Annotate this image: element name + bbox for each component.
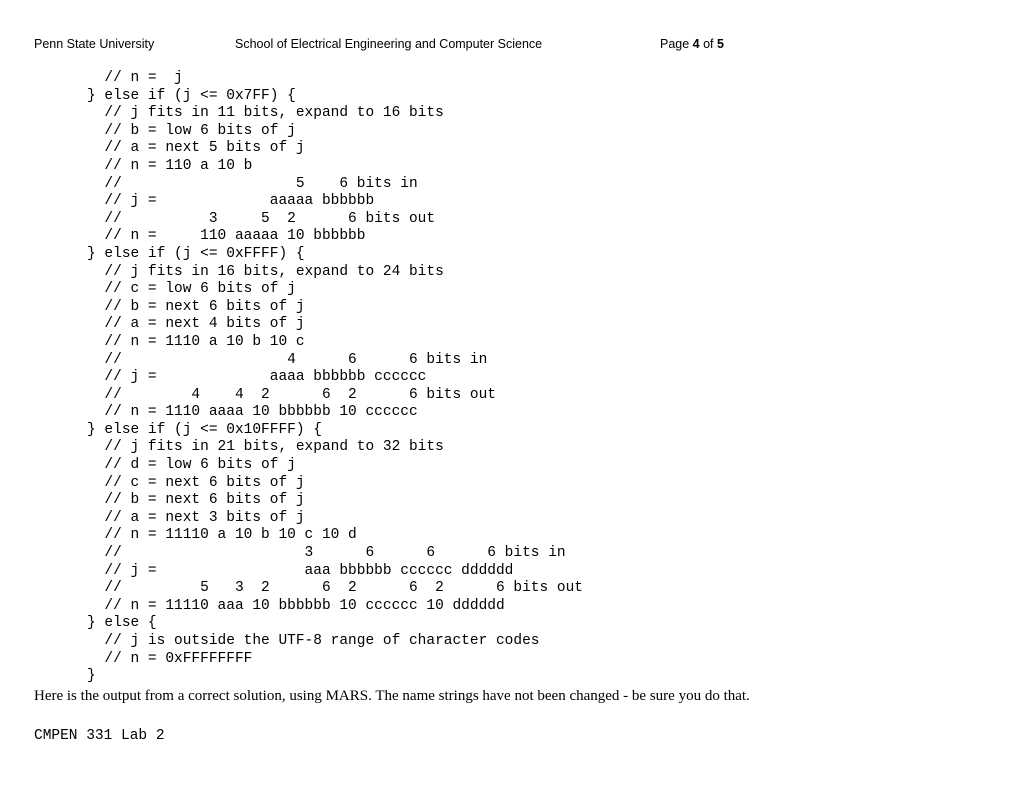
page-prefix: Page <box>660 37 693 51</box>
code-line: // b = next 6 bits of j <box>0 298 305 315</box>
code-line: // 3 5 2 6 bits out <box>0 210 436 227</box>
code-line: // j = aaaa bbbbbb cccccc <box>0 369 427 386</box>
code-line: // 4 4 2 6 2 6 bits out <box>0 386 496 403</box>
code-line: // b = next 6 bits of j <box>0 492 305 509</box>
code-line: // a = next 4 bits of j <box>0 316 305 333</box>
code-line: // n = j <box>0 70 183 86</box>
code-line: // n = 11110 a 10 b 10 c 10 d <box>0 527 357 544</box>
code-line: // j fits in 11 bits, expand to 16 bits <box>0 105 444 122</box>
page-current: 4 <box>692 37 700 51</box>
code-line: // 5 6 bits in <box>0 175 418 192</box>
code-line: // 5 3 2 6 2 6 2 6 bits out <box>0 580 583 597</box>
code-listing <box>0 70 583 686</box>
code-line: // d = low 6 bits of j <box>0 457 296 474</box>
code-line: // a = next 3 bits of j <box>0 509 305 526</box>
code-line: } else if (j <= 0xFFFF) { <box>0 245 305 262</box>
code-line: // a = next 5 bits of j <box>0 140 305 157</box>
school-name: School of Electrical Engineering and Computer Science <box>235 37 543 51</box>
page-header <box>0 37 1024 53</box>
code-line: } else if (j <= 0x10FFFF) { <box>0 421 322 438</box>
code-line: // c = low 6 bits of j <box>0 281 296 298</box>
code-line: } else { <box>0 615 157 632</box>
code-line: // j = aaa bbbbbb cccccc dddddd <box>0 562 514 579</box>
page-total: 5 <box>717 37 724 51</box>
code-line: // n = 110 a 10 b <box>0 157 253 174</box>
code-line: // n = 11110 aaa 10 bbbbbb 10 cccccc 10 dddddd <box>0 597 505 614</box>
code-line: // b = low 6 bits of j <box>0 122 296 139</box>
code-line: // c = next 6 bits of j <box>0 474 305 491</box>
page-sep: of <box>699 37 717 51</box>
code-line: // 3 6 6 6 bits in <box>0 545 566 562</box>
program-output-line: CMPEN 331 Lab 2 <box>34 728 165 744</box>
university-name: Penn State University <box>34 37 155 51</box>
instruction-paragraph: Here is the output from a correct solution, using MARS. The name strings have not been changed - be sure you do that. <box>34 688 750 704</box>
code-line: // j = aaaaa bbbbbb <box>0 193 375 210</box>
code-line: // n = 110 aaaaa 10 bbbbbb <box>0 228 366 245</box>
page-number <box>660 37 724 51</box>
code-line: } <box>0 668 96 685</box>
code-line: // j fits in 21 bits, expand to 32 bits <box>0 439 444 456</box>
code-line: // j is outside the UTF-8 range of character codes <box>0 633 540 649</box>
code-line: // n = 1110 a 10 b 10 c <box>0 333 305 350</box>
code-line: // j fits in 16 bits, expand to 24 bits <box>0 263 444 280</box>
code-line: // n = 0xFFFFFFFF <box>0 650 253 667</box>
code-line: // 4 6 6 bits in <box>0 351 488 368</box>
code-line: } else if (j <= 0x7FF) { <box>0 87 296 104</box>
code-line: // n = 1110 aaaa 10 bbbbbb 10 cccccc <box>0 404 418 421</box>
